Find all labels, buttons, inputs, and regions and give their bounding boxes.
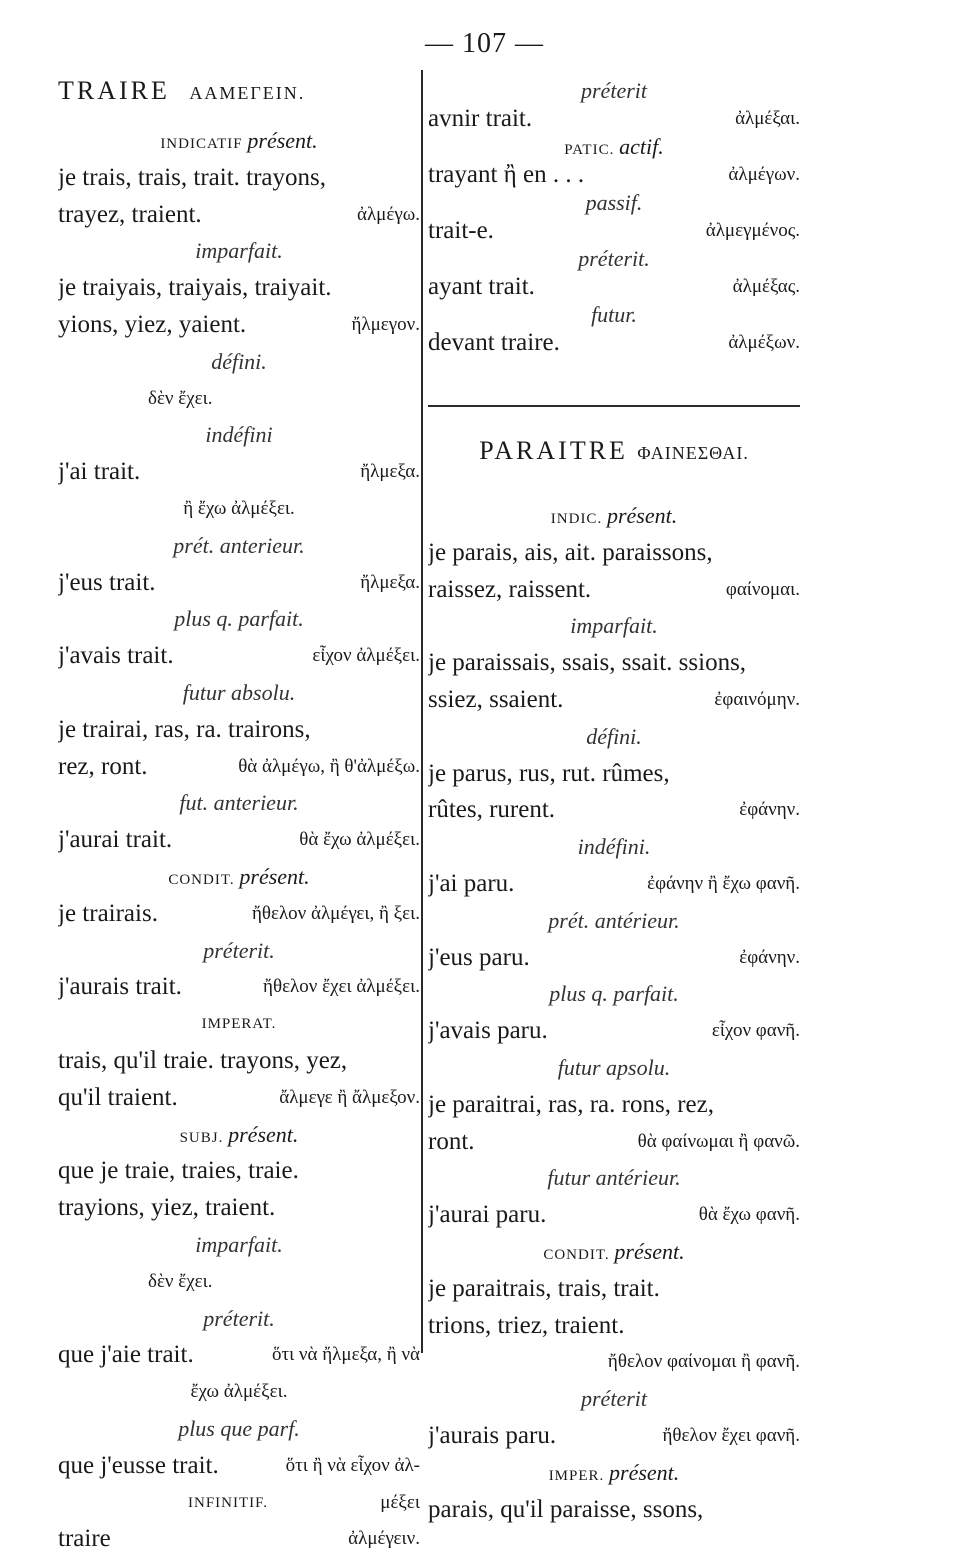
greek-form: ἀλμέγω. — [357, 203, 420, 225]
greek-note: ἔχω ἀλμέξει. — [190, 1381, 288, 1403]
greek-form: ἤθελον ἔχει φανῆ. — [662, 1425, 800, 1446]
french-form: yions, yiez, yaient. — [58, 311, 247, 338]
tense-heading: imparfait. — [570, 613, 658, 639]
heading-label: PATIC. — [564, 142, 615, 158]
tense-heading: préterit — [581, 78, 647, 103]
greek-note: δὲν ἔχει. — [148, 1270, 213, 1292]
tense-heading: préterit. — [578, 246, 650, 271]
conjugation-pair — [428, 865, 800, 903]
greek-form: ἐφάνην. — [739, 946, 800, 968]
tense-heading: défini. — [211, 348, 267, 374]
infinitive-heading — [58, 1484, 420, 1522]
conjugation-pair — [58, 564, 420, 602]
heading-label: INDIC. — [550, 511, 603, 527]
verb-title-gr: ΦΑΙΝΕΣΘΑΙ. — [637, 443, 749, 463]
greek-form: φαίνομαι. — [725, 578, 800, 600]
tense-heading: plus q. parfait. — [174, 606, 304, 632]
tense-heading: prét. anterieur. — [173, 532, 305, 558]
conjugation-pair — [58, 1447, 420, 1485]
conjugation-pair — [58, 306, 420, 344]
conjugation-line: je parus, rus, rut. rûmes, — [428, 759, 670, 787]
verb-title-fr: TRAIRE — [58, 76, 170, 105]
greek-form: ἐφαινόμην. — [714, 689, 800, 710]
tense-heading: futur absolu. — [182, 680, 296, 705]
french-form: j'aurais paru. — [428, 1422, 557, 1449]
heading-label: IMPERAT. — [201, 1016, 277, 1033]
tense-heading: imparfait. — [195, 238, 283, 264]
french-form: j'aurai paru. — [428, 1201, 547, 1229]
greek-form: εἶχον ἀλμέξει. — [312, 645, 420, 667]
french-form: j'avais paru. — [428, 1017, 548, 1045]
section-heading — [58, 122, 420, 160]
tense-heading: préterit. — [203, 937, 275, 963]
column-divider — [421, 70, 423, 1353]
french-form: ront. — [428, 1127, 475, 1155]
tense-heading: passif. — [585, 190, 643, 215]
french-form: je trairais. — [58, 899, 158, 927]
french-form: j'ai paru. — [428, 870, 515, 897]
greek-form: ἤλμεγον. — [351, 314, 420, 335]
tense-heading: préterit — [581, 1386, 647, 1412]
tense-heading: défini. — [586, 723, 642, 749]
section-heading — [428, 1233, 800, 1271]
conjugation-pair — [58, 748, 420, 786]
conjugation-line: je trais, trais, trait. trayons, — [58, 163, 326, 191]
conjugation-pair — [428, 791, 800, 829]
heading-label: CONDIT. — [168, 872, 235, 888]
greek-form: εἶχον φανῆ. — [711, 1020, 800, 1042]
conjugation-line: je paraitrais, trais, trait. — [428, 1274, 660, 1302]
conjugation-line: je traiyais, traiyais, traiyait. — [58, 274, 332, 302]
page-number: — 107 — — [425, 28, 544, 59]
greek-form: θὰ φαίνωμαι ἢ φανῶ. — [637, 1130, 800, 1152]
heading-tense: présent. — [228, 1121, 299, 1147]
greek-form: ὅτι ἢ νὰ εἶχον ἀλ- — [285, 1454, 420, 1476]
french-form: j'eus paru. — [428, 943, 530, 971]
conjugation-line: trions, triez, traient. — [428, 1311, 625, 1339]
conjugation-pair — [428, 1417, 800, 1455]
heading-tense: actif. — [619, 134, 664, 159]
tense-heading: indéfini. — [577, 834, 651, 860]
conjugation-pair — [58, 637, 420, 675]
heading-label: IMPER. — [548, 1467, 605, 1484]
heading-tense: présent. — [614, 1239, 685, 1264]
verb-title-fr: PARAITRE — [479, 436, 628, 465]
french-form: j'aurais trait. — [58, 973, 182, 1001]
heading-label: INDICATIF — [160, 136, 243, 152]
french-form: rez, ront. — [58, 752, 148, 780]
greek-form: θὰ ἔχω ἀλμέξει. — [299, 829, 420, 851]
greek-form: ἤθελον ἔχει ἀλμέξει. — [263, 976, 420, 998]
tense-heading: préterit. — [203, 1305, 275, 1331]
french-form: que j'eusse trait. — [58, 1451, 219, 1479]
french-form: avnir trait. — [428, 105, 533, 132]
conjugation-pair — [428, 681, 800, 719]
french-form: ayant trait. — [428, 273, 535, 300]
french-form: trait-e. — [428, 217, 494, 244]
greek-form: ἀλμέξαι. — [735, 108, 800, 129]
conjugation-pair — [58, 895, 420, 933]
conjugation-pair — [428, 939, 800, 977]
greek-form: ἀλμεγμένος. — [705, 220, 800, 241]
greek-form: ἤλμεξα. — [360, 571, 420, 593]
heading-label: SUBJ. — [179, 1129, 224, 1146]
greek-form: ἀλμέξων. — [728, 332, 800, 353]
conjugation-line: trayions, yiez, traient. — [58, 1194, 276, 1222]
french-form: j'ai trait. — [58, 458, 141, 486]
greek-note: ἢ ἔχω ἀλμέξει. — [183, 498, 295, 519]
tense-heading: futur antérieur. — [547, 1165, 681, 1191]
conjugation-pair — [428, 1196, 800, 1234]
french-form: qu'il traient. — [58, 1083, 178, 1111]
conjugation-pair — [58, 968, 420, 1006]
tense-heading: indéfini — [205, 422, 273, 448]
french-form: raissez, raissent. — [428, 575, 592, 603]
section-heading — [428, 1454, 800, 1492]
french-form: ssiez, ssaient. — [428, 686, 564, 713]
conjugation-line: je parais, ais, ait. paraissons, — [428, 538, 713, 566]
verb-title-paraitre — [428, 432, 800, 470]
french-form: trayant ἢ en . . . — [428, 161, 585, 188]
conjugation-line: je trairai, ras, ra. trairons, — [58, 715, 311, 743]
conjugation-pair — [58, 1336, 420, 1374]
conjugation-line: je paraissais, ssais, ssait. ssions, — [428, 649, 747, 677]
greek-form: μέξει — [380, 1491, 420, 1513]
section-heading — [58, 1116, 420, 1154]
conjugation-pair — [58, 821, 420, 859]
greek-form: ὅτι νὰ ἤλμεξα, ἢ νὰ — [271, 1344, 420, 1366]
section-heading — [58, 858, 420, 896]
conjugation-pair — [428, 571, 800, 609]
greek-form: θὰ ἔχω φανῆ. — [698, 1204, 800, 1226]
conjugation-line: je paraitrai, ras, ra. rons, rez, — [428, 1090, 714, 1118]
french-form: j'avais trait. — [58, 642, 174, 670]
french-form: trayez, traient. — [58, 200, 202, 228]
verb-title-gr: ΑΑΜΕΓΕΙΝ. — [189, 83, 306, 103]
greek-form: ἄλμεγε ἢ ἄλμεξον. — [279, 1086, 420, 1108]
section-heading — [58, 1005, 420, 1043]
greek-form: ἀλμέγων. — [728, 164, 800, 185]
greek-form: ἀλμέξας. — [732, 276, 800, 297]
tense-heading: futur apsolu. — [557, 1055, 671, 1080]
greek-form: ἤλμεξα. — [360, 461, 420, 483]
conjugation-pair — [58, 1520, 420, 1558]
conjugation-line: parais, qu'il paraisse, ssons, — [428, 1495, 704, 1523]
french-form: j'eus trait. — [58, 568, 156, 596]
tense-heading: prét. antérieur. — [548, 907, 680, 933]
greek-note: ἤθελον φαίνομαι ἢ φανῆ. — [607, 1351, 800, 1373]
french-form: rûtes, rurent. — [428, 796, 556, 824]
left-column — [58, 72, 420, 1553]
conjugation-pair — [428, 1123, 800, 1161]
tense-heading: plus q. parfait. — [549, 981, 679, 1007]
heading-label: CONDIT. — [543, 1247, 610, 1263]
heading-tense: présent. — [606, 503, 678, 528]
tense-heading: imparfait. — [195, 1232, 283, 1257]
verb-title-traire — [58, 72, 420, 110]
heading-tense: présent. — [609, 1459, 680, 1485]
greek-note: δὲν ἔχει. — [148, 387, 213, 409]
greek-form: ἀλμέγειν. — [348, 1528, 420, 1550]
conjugation-pair — [428, 1012, 800, 1050]
conjugation-pair — [58, 1079, 420, 1117]
greek-form: ἤθελον ἀλμέγει, ἢ ξει. — [251, 902, 420, 924]
french-form: que j'aie trait. — [58, 1341, 194, 1369]
french-form: devant traire. — [428, 329, 560, 356]
french-form: j'aurai trait. — [58, 826, 173, 854]
greek-form: ἐφάνην. — [739, 799, 800, 821]
section-heading — [428, 497, 800, 535]
french-form: traire — [58, 1525, 111, 1553]
tense-heading: futur. — [591, 302, 637, 327]
conjugation-line: trais, qu'il traie. trayons, yez, — [58, 1047, 348, 1074]
greek-form: θὰ ἀλμέγω, ἢ θ'ἀλμέξω. — [238, 755, 420, 777]
conjugation-pair — [58, 453, 420, 491]
conjugation-pair — [428, 324, 800, 362]
heading-label: INFINITIF. — [188, 1494, 269, 1511]
greek-form: ἐφάνην ἢ ἔχω φανῆ. — [647, 873, 800, 894]
tense-heading: plus que parf. — [178, 1416, 300, 1441]
tense-heading: fut. anterieur. — [179, 790, 299, 816]
heading-tense: présent. — [239, 864, 310, 889]
heading-tense: présent. — [247, 128, 318, 153]
conjugation-pair — [58, 196, 420, 234]
right-column — [428, 72, 800, 1523]
conjugation-line: que je traie, traies, traie. — [58, 1157, 299, 1185]
